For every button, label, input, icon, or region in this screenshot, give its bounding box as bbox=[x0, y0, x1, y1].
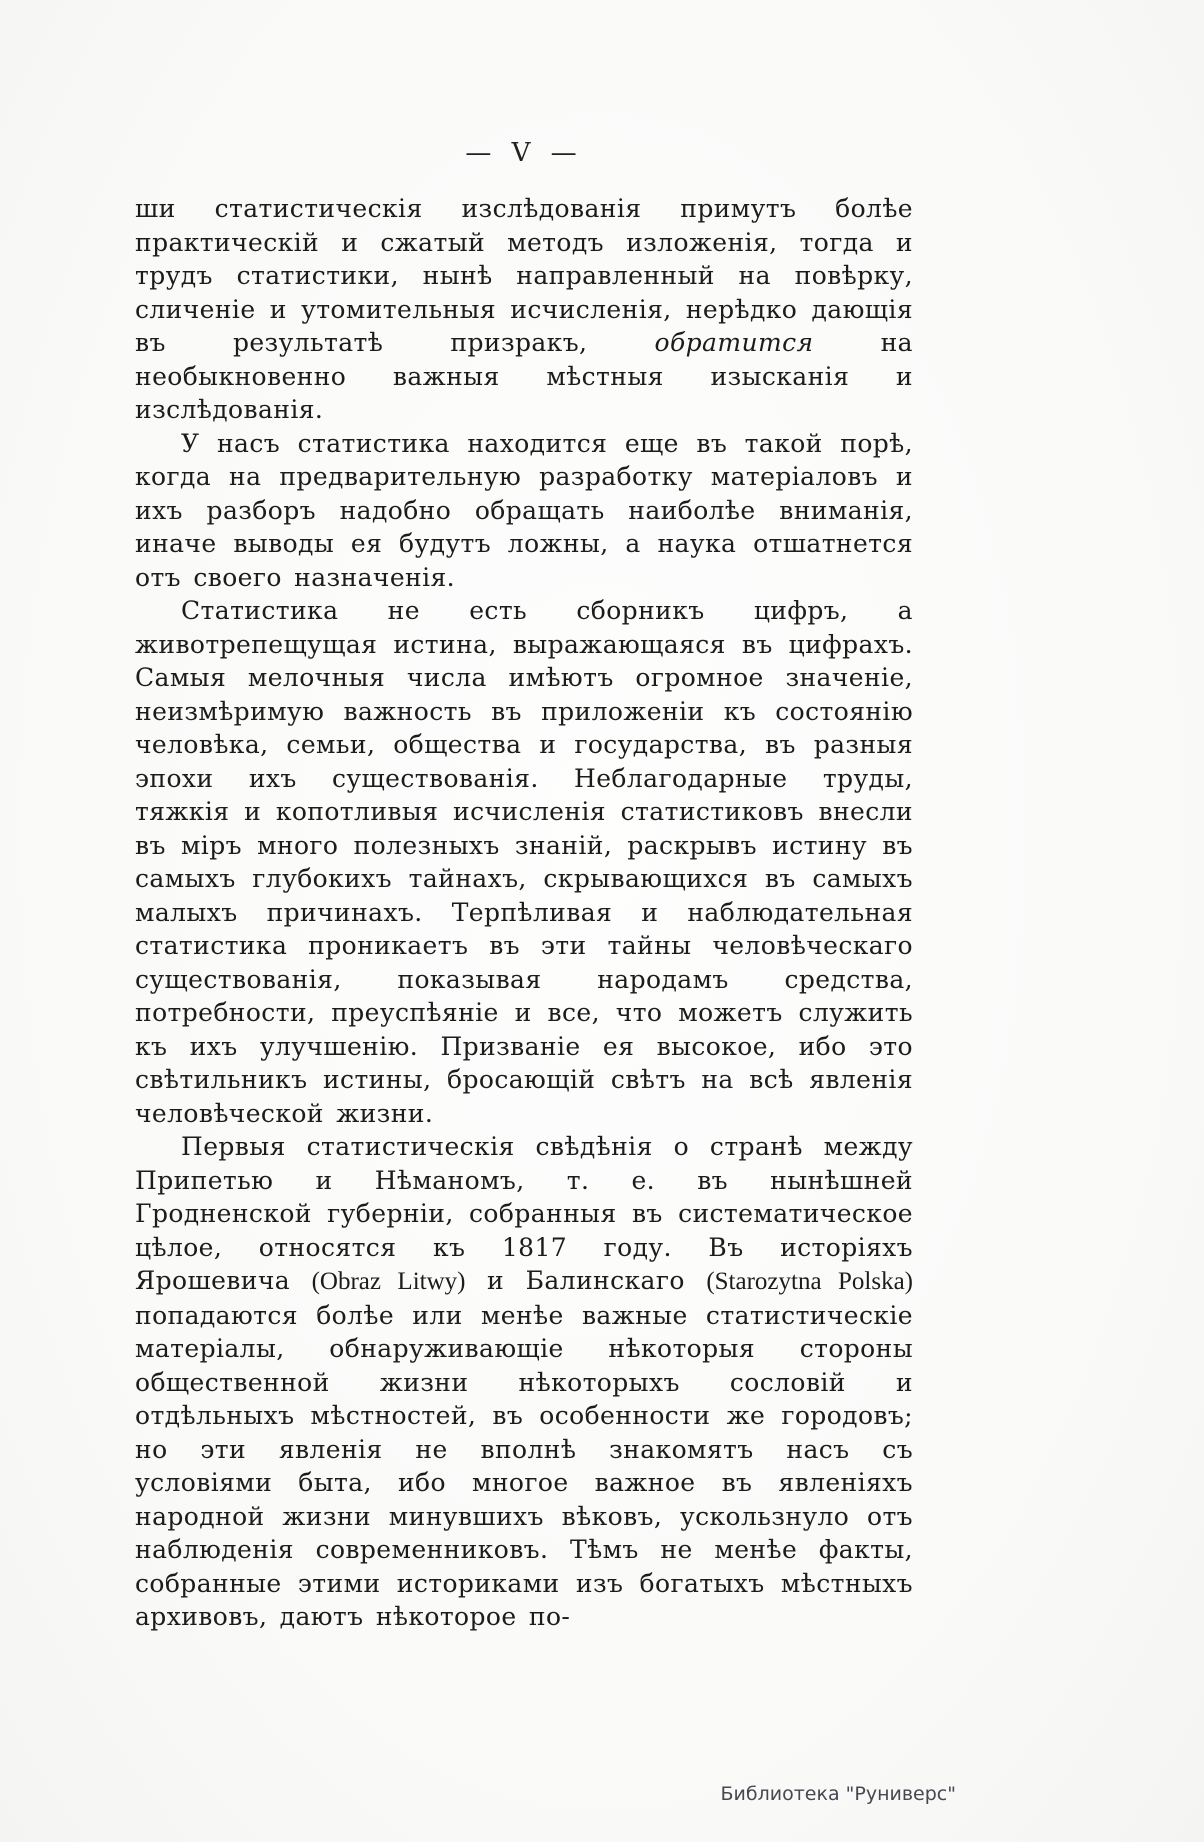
text-block bbox=[135, 192, 913, 1634]
paragraph bbox=[135, 1130, 913, 1634]
text-segment: Первыя статистическія свѣдѣнія о странѣ между Припетью и Нѣманомъ, т. е. въ нынѣшней Гродненской губерніи, собранныя въ систематическое цѣлое, относятся къ 1817 году. Въ исторіяхъ Ярошевича bbox=[135, 1132, 913, 1295]
text-segment: ши статистическія изслѣдованія примутъ болѣе практическій и сжатый методъ изложенія, тогда и трудъ статистики, нынѣ направленный на повѣрку, сличеніе и утомительныя исчисленія, нерѣдко дающія въ результатѣ призракъ, bbox=[135, 194, 913, 357]
text-segment: (Obraz Litwy) bbox=[311, 1268, 466, 1295]
text-segment: и Балинскаго bbox=[465, 1266, 707, 1295]
library-watermark: Библиотека "Руниверс" bbox=[720, 1783, 956, 1805]
text-segment: У насъ статистика находится еще въ такой порѣ, когда на предварительную разработку матеріаловъ и ихъ разборъ надобно обращать наиболѣе вниманія, иначе выводы ея будутъ ложны, а наука отшатнется отъ своего назначенія. bbox=[135, 428, 913, 592]
paragraph bbox=[135, 427, 913, 595]
paragraph bbox=[135, 192, 913, 427]
paragraph bbox=[135, 594, 913, 1130]
text-segment: (Starozytna Polska) bbox=[706, 1268, 913, 1295]
page-number: — V — bbox=[465, 138, 583, 168]
text-segment: Статистика не есть сборникъ цифръ, а животрепещущая истина, выражающаяся въ цифрахъ. Самыя мелочныя числа имѣютъ огромное значеніе, неизмѣримую важность въ приложеніи къ состоянію человѣка, семьи, общества и государства, въ разныя эпохи ихъ существованія. Неблагодарные труды, тяжкія и копотливыя исчисленія статистиковъ внесли въ міръ много полезныхъ знаній, раскрывъ истину въ самыхъ глубокихъ тайнахъ, скрывающихся въ самыхъ малыхъ причинахъ. Терпѣливая и наблюдательная статистика проникаетъ въ эти тайны человѣческаго существованія, показывая народамъ средства, потребности, преуспѣяніе и все, что можетъ служить къ ихъ улучшенію. Призваніе ея высокое, ибо это свѣтильникъ истины, бросающій свѣтъ на всѣ явленія человѣческой жизни. bbox=[135, 596, 913, 1128]
text-segment: попадаются болѣе или менѣе важные статистическіе матеріалы, обнаруживающіе нѣкоторыя стороны общественной жизни нѣкоторыхъ сословій и отдѣльныхъ мѣстностей, въ особенности же городовъ; но эти явленія не вполнѣ знакомятъ насъ съ условіями быта, ибо многое важное въ явленіяхъ народной жизни минувшихъ вѣковъ, ускользнуло отъ наблюденія современниковъ. Тѣмъ не менѣе факты, собранные этими историками изъ богатыхъ мѣстныхъ архивовъ, даютъ нѣкоторое по- bbox=[135, 1300, 913, 1631]
text-segment: на необыкновенно важныя мѣстныя изысканія и изслѣдованія. bbox=[135, 328, 913, 424]
text-segment: обратится bbox=[654, 328, 814, 357]
